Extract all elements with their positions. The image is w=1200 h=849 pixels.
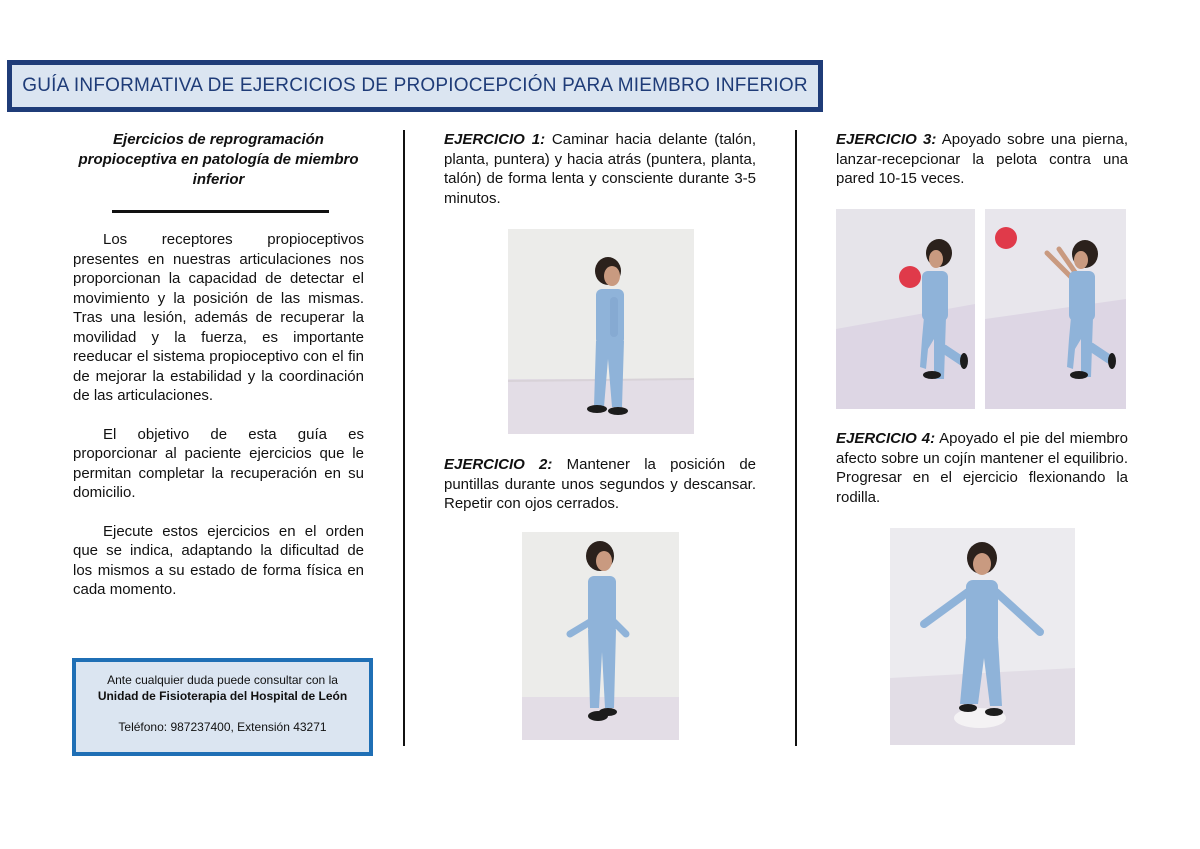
exercise-1-photo: [508, 229, 694, 434]
guide-title: GUÍA INFORMATIVA DE EJERCICIOS DE PROPIOCEPCIÓN PARA MIEMBRO INFERIOR: [22, 75, 808, 96]
column-divider-2: [795, 130, 797, 746]
exercise-2-text: [444, 455, 756, 514]
exercise-4-text: [836, 429, 1128, 507]
intro-subtitle: Ejercicios de reprogramación propioceptiva en patología de miembro inferior: [78, 131, 359, 188]
intro-paragraph-3: Ejecute estos ejercicios en el orden que se indica, adaptando la dificultad de los mismos a su estado de forma física en cada momento.: [73, 522, 364, 598]
contact-box: [72, 658, 373, 756]
intro-paragraph-2: El objetivo de esta guía es proporcionar al paciente ejercicios que le permitan completar la recuperación en su domicilio.: [73, 425, 364, 501]
exercises-column-2: [444, 130, 756, 208]
exercise-2-block: [444, 455, 756, 514]
guide-title-banner: [7, 60, 823, 112]
intro-paragraph-1: Los receptores propioceptivos presentes en nuestras articulaciones nos proporcionan la capacidad de detectar el movimiento y la posición de las mismas. Tras una lesión, además de recuperar la movilidad y la fuerza, es importante reeducar el sistema propioceptivo con el fin de mejorar la estabilidad y la coordinación de las articulaciones.: [73, 231, 364, 404]
exercise-1-label: EJERCICIO 1:: [444, 131, 546, 148]
exercises-column-3: [836, 130, 1128, 189]
exercise-4-label: EJERCICIO 4:: [836, 430, 936, 447]
contact-phone: Teléfono: 987237400, Extensión 43271: [118, 720, 327, 734]
exercise-4-description: Apoyado el pie del miembro afecto sobre un cojín mantener el equilibrio. Progresar en el ejercicio flexionando la rodilla.: [836, 430, 1129, 506]
intro-column: [73, 130, 364, 600]
exercise-2-photo: [522, 532, 679, 740]
exercise-3-text: [836, 130, 1128, 189]
exercise-3-photo-a: [836, 209, 975, 409]
column-divider-1: [403, 130, 405, 746]
contact-line-1: Ante cualquier duda puede consultar con la: [107, 673, 338, 687]
exercise-3-description: Apoyado sobre una pierna, lanzar-recepcionar la pelota contra una pared 10-15 veces.: [836, 131, 1128, 187]
exercise-2-description: Mantener la posición de puntillas durante unos segundos y descansar. Repetir con ojos cerrados.: [444, 456, 757, 512]
contact-unit: Unidad de Fisioterapia del Hospital de León: [97, 689, 348, 703]
exercise-1-description: Caminar hacia delante (talón, planta, puntera) y hacia atrás (puntera, planta, talón) de forma lenta y consciente durante 3-5 minutos.: [444, 131, 756, 207]
exercise-2-label: EJERCICIO 2:: [444, 456, 553, 473]
exercise-4-block: [836, 429, 1128, 507]
exercise-4-photo: [890, 528, 1075, 745]
exercise-3-label: EJERCICIO 3:: [836, 131, 937, 148]
subtitle-divider: [112, 210, 329, 213]
exercise-1-text: [444, 130, 756, 208]
exercise-3-photo-b: [985, 209, 1126, 409]
